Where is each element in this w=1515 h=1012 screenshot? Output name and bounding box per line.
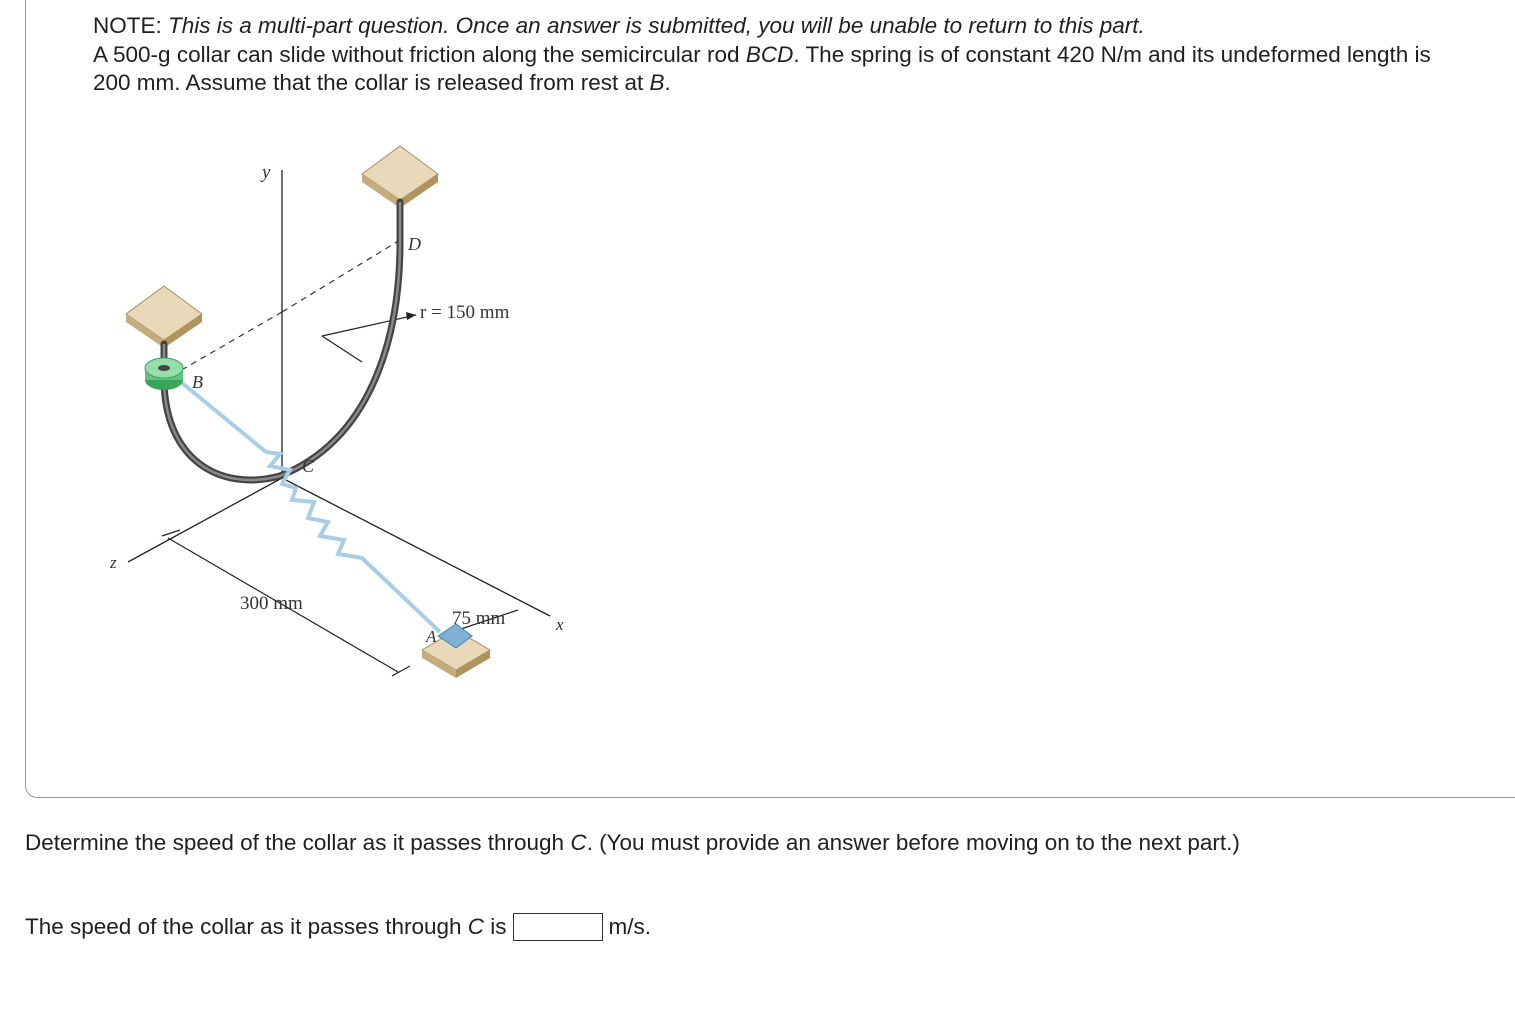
label-c: C [302,456,315,476]
label-radius: r = 150 mm [420,302,510,323]
part-prompt [25,828,1240,858]
x-axis [282,478,550,616]
problem-text-1: A 500-g collar can slide without friction along the semicircular rod [93,41,746,67]
dim-300-tick-b [392,666,410,676]
label-b: B [192,372,203,392]
answer-row [25,912,651,942]
radius-arrow [322,315,416,336]
prompt-text-2: . (You must provide an answer before moving on to the next part.) [586,830,1240,855]
note-label: NOTE: [93,13,162,38]
answer-unit: m/s. [608,914,652,939]
answer-label [25,912,507,942]
ceiling-support-b [126,286,202,348]
problem-rod: BCD [745,41,794,67]
label-y: y [262,162,271,183]
radius-leader [322,336,362,362]
label-z: z [110,553,117,572]
radius-arrowhead [406,312,416,320]
answer-label-1: The speed of the collar as it passes through [25,914,468,939]
label-x: x [556,615,564,634]
dashed-line-d [282,240,400,312]
collar-rod-spring-figure [100,140,570,700]
answer-label-2: is [484,914,507,939]
problem-statement [93,41,1473,98]
answer-point: C [467,914,485,939]
label-75mm: 75 mm [452,608,506,629]
problem-text-2: . The spring is of constant 420 N/m and its undeformed length is 200 mm. Assume that the collar is released from rest at [93,41,1431,95]
note-line [93,12,1473,41]
spring-upper [176,378,266,452]
note-text: This is a multi-part question. Once an answer is submitted, you will be unable to return to this part. [168,13,1145,38]
speed-answer-input[interactable] [513,913,603,941]
z-axis [128,478,282,562]
prompt-text-1: Determine the speed of the collar as it passes through [25,830,571,855]
prompt-point: C [570,830,587,855]
figure-svg [100,140,570,700]
label-a: A [426,627,437,646]
problem-text-end: . [664,70,671,95]
label-300mm: 300 mm [240,593,303,614]
question-text [93,12,1473,98]
label-d: D [408,234,421,254]
problem-point: B [649,70,665,95]
collar [145,358,183,390]
